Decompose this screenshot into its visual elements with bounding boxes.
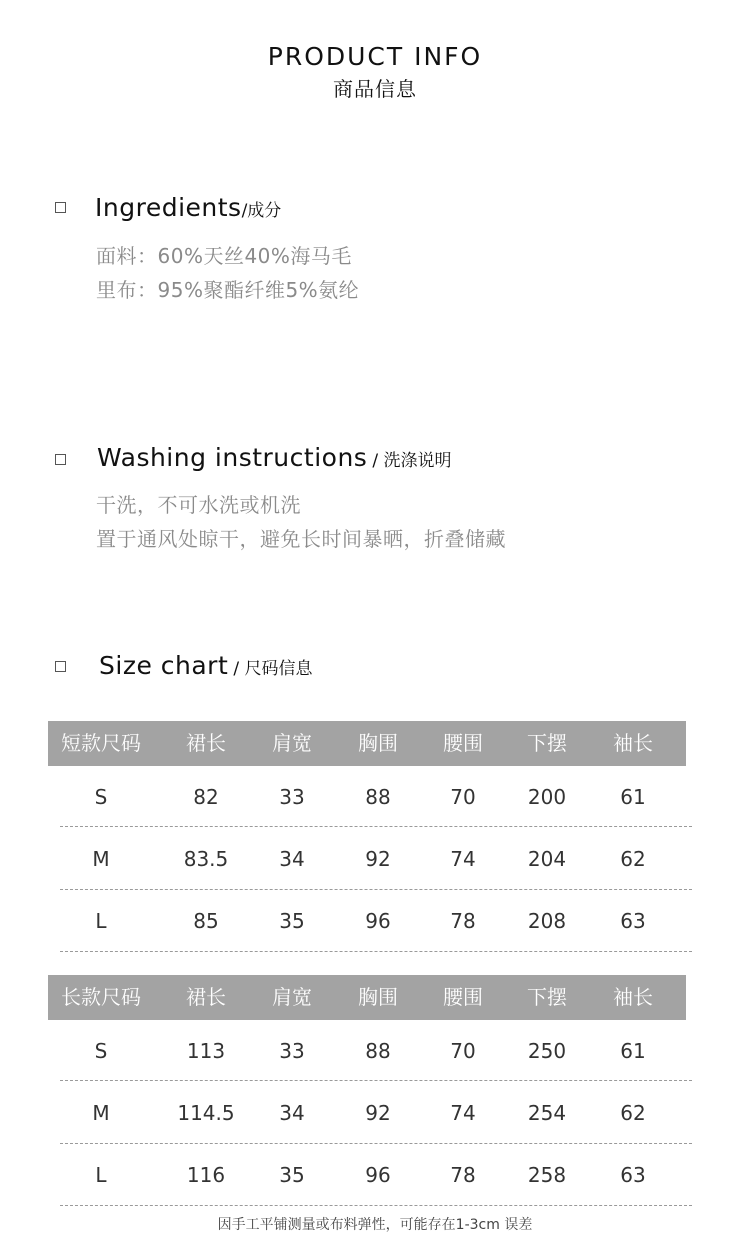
column-header: 胸围 bbox=[358, 985, 398, 1009]
column-header: 袖长 bbox=[613, 731, 653, 755]
row-divider bbox=[60, 826, 692, 827]
bullet-square-icon bbox=[55, 202, 66, 213]
table-cell: 92 bbox=[365, 847, 391, 871]
table-cell: 92 bbox=[365, 1101, 391, 1125]
table-cell: M bbox=[92, 847, 110, 871]
table-cell: 113 bbox=[186, 1039, 226, 1063]
table-cell: 116 bbox=[186, 1163, 226, 1187]
table-cell: 74 bbox=[450, 847, 476, 871]
table-cell: 114.5 bbox=[177, 1101, 235, 1125]
washing-heading bbox=[97, 443, 452, 472]
table-cell: 82 bbox=[193, 785, 219, 809]
ingredients-title-en: Ingredients bbox=[95, 193, 242, 222]
table-cell: 33 bbox=[279, 785, 305, 809]
column-header: 肩宽 bbox=[272, 731, 312, 755]
column-header: 下摆 bbox=[527, 985, 567, 1009]
table-cell: 33 bbox=[279, 1039, 305, 1063]
table-cell: 61 bbox=[620, 785, 646, 809]
table-cell: 96 bbox=[365, 1163, 391, 1187]
table-cell: S bbox=[94, 1039, 108, 1063]
table-cell: 200 bbox=[527, 785, 567, 809]
column-header: 下摆 bbox=[527, 731, 567, 755]
table-cell: 78 bbox=[450, 1163, 476, 1187]
page-title-cn: 商品信息 bbox=[333, 77, 417, 101]
size-title-en: Size chart bbox=[99, 651, 229, 680]
column-header: 长款尺码 bbox=[61, 985, 141, 1009]
ingredients-title-cn: /成分 bbox=[241, 201, 282, 221]
table-cell: L bbox=[95, 909, 107, 933]
table-cell: 70 bbox=[450, 785, 476, 809]
ingredients-heading bbox=[95, 193, 281, 222]
table-cell: 70 bbox=[450, 1039, 476, 1063]
table-cell: 35 bbox=[279, 1163, 305, 1187]
row-divider bbox=[60, 1080, 692, 1081]
column-header: 裙长 bbox=[186, 985, 226, 1009]
table-cell: 61 bbox=[620, 1039, 646, 1063]
washing-line-2: 置于通风处晾干，避免长时间暴晒，折叠储藏 bbox=[96, 527, 506, 551]
bullet-square-icon bbox=[55, 454, 66, 465]
table-cell: 63 bbox=[620, 1163, 646, 1187]
table-cell: 88 bbox=[365, 785, 391, 809]
table-cell: 88 bbox=[365, 1039, 391, 1063]
table-cell: 83.5 bbox=[183, 847, 229, 871]
size-table-long-header bbox=[48, 975, 686, 1020]
row-divider bbox=[60, 951, 692, 952]
table-cell: 78 bbox=[450, 909, 476, 933]
washing-title-en: Washing instructions bbox=[97, 443, 368, 472]
table-cell: L bbox=[95, 1163, 107, 1187]
page-title-en: PRODUCT INFO bbox=[267, 42, 483, 71]
table-cell: 34 bbox=[279, 1101, 305, 1125]
table-cell: 34 bbox=[279, 847, 305, 871]
column-header: 腰围 bbox=[443, 985, 483, 1009]
column-header: 短款尺码 bbox=[61, 731, 141, 755]
table-cell: 74 bbox=[450, 1101, 476, 1125]
table-cell: 204 bbox=[527, 847, 567, 871]
size-heading bbox=[99, 651, 313, 680]
table-cell: 62 bbox=[620, 847, 646, 871]
washing-line-1: 干洗，不可水洗或机洗 bbox=[96, 493, 301, 517]
column-header: 胸围 bbox=[358, 731, 398, 755]
table-cell: M bbox=[92, 1101, 110, 1125]
bullet-square-icon bbox=[55, 661, 66, 672]
size-title-cn: / 尺码信息 bbox=[233, 659, 313, 679]
column-header: 袖长 bbox=[613, 985, 653, 1009]
table-cell: 62 bbox=[620, 1101, 646, 1125]
table-cell: 254 bbox=[527, 1101, 567, 1125]
table-cell: 250 bbox=[527, 1039, 567, 1063]
ingredients-line-fabric: 面料：60%天丝40%海马毛 bbox=[96, 244, 352, 268]
size-table-short-header bbox=[48, 721, 686, 766]
row-divider bbox=[60, 1143, 692, 1144]
table-cell: 96 bbox=[365, 909, 391, 933]
row-divider bbox=[60, 889, 692, 890]
table-cell: 258 bbox=[527, 1163, 567, 1187]
column-header: 裙长 bbox=[186, 731, 226, 755]
column-header: 肩宽 bbox=[272, 985, 312, 1009]
row-divider bbox=[60, 1205, 692, 1206]
table-cell: S bbox=[94, 785, 108, 809]
table-cell: 85 bbox=[193, 909, 219, 933]
table-cell: 63 bbox=[620, 909, 646, 933]
column-header: 腰围 bbox=[443, 731, 483, 755]
measurement-note: 因手工平铺测量或布料弹性，可能存在1-3cm 误差 bbox=[217, 1217, 533, 1233]
washing-title-cn: / 洗涤说明 bbox=[372, 451, 452, 471]
table-cell: 35 bbox=[279, 909, 305, 933]
ingredients-line-lining: 里布：95%聚酯纤维5%氨纶 bbox=[96, 278, 360, 302]
table-cell: 208 bbox=[527, 909, 567, 933]
